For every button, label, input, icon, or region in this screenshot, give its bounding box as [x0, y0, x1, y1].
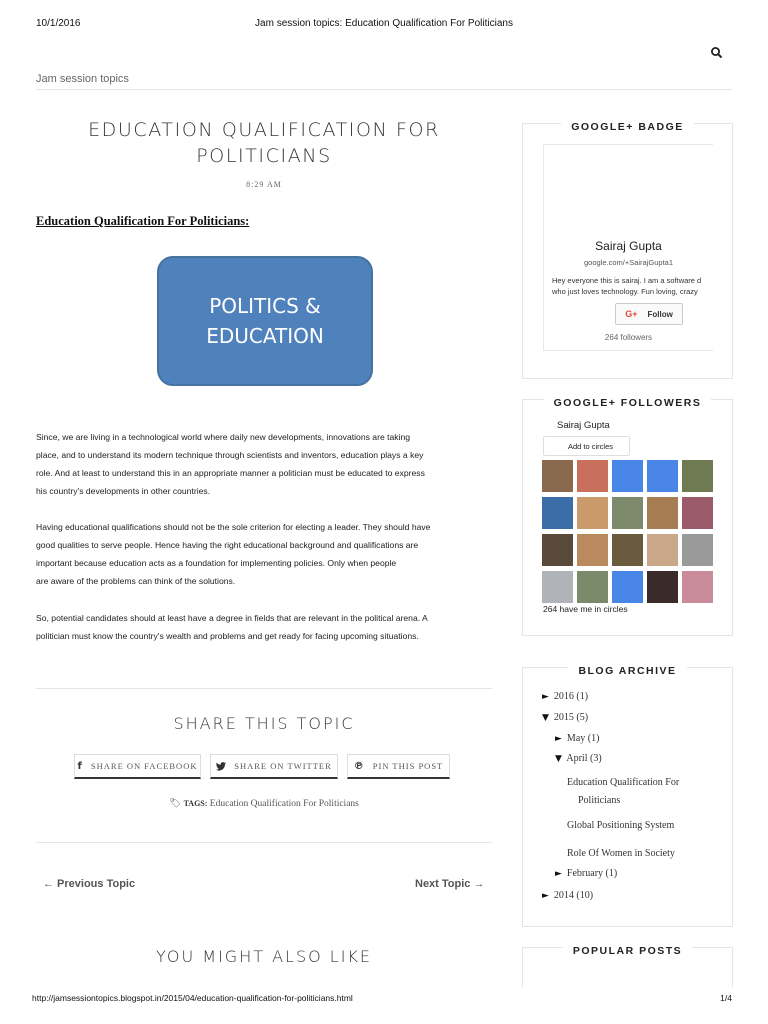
paragraph-line: his country's developments in other countries. — [36, 486, 211, 496]
post-paragraph-3 — [36, 609, 492, 645]
archive-year-2015[interactable] — [542, 712, 588, 723]
badge-profile-url[interactable]: google.com/+SairajGupta1 — [583, 258, 673, 267]
follower-avatar[interactable] — [577, 497, 608, 529]
expand-arrow-icon[interactable]: ► — [542, 692, 549, 702]
share-twitter-label: SHARE ON TWITTER — [234, 761, 332, 771]
previous-topic-link[interactable]: ← Previous Topic — [43, 878, 136, 890]
paragraph-line: Having educational qualifications should not be the sole criterion for electing a leader. They should have — [36, 522, 431, 532]
follower-avatar[interactable] — [612, 534, 643, 566]
paragraph-line: politician must know the country's wealth and problems and get ready for facing upcoming situations. — [36, 631, 419, 641]
widget-title-text: BLOG ARCHIVE — [568, 665, 686, 677]
expand-arrow-icon[interactable]: ► — [555, 869, 562, 879]
post-tags — [36, 798, 492, 809]
header-divider — [36, 89, 732, 90]
follower-avatar[interactable] — [682, 497, 713, 529]
twitter-icon — [216, 762, 226, 771]
widget-title-text: POPULAR POSTS — [563, 945, 692, 957]
archive-count: (5) — [576, 712, 589, 723]
print-date: 10/1/2016 — [36, 18, 81, 29]
follower-avatar[interactable] — [577, 460, 608, 492]
badge-profile-name[interactable]: Sairaj Gupta — [595, 239, 662, 253]
archive-post-link[interactable] — [567, 774, 679, 810]
widget-title — [523, 661, 732, 679]
share-divider-bottom — [36, 842, 492, 843]
print-page-number: 1/4 — [720, 993, 732, 1003]
archive-month-february[interactable] — [555, 868, 617, 879]
paragraph-line: role. And at least to understand this in an appropriate manner a politician must be educated to express — [36, 468, 425, 478]
expand-arrow-icon[interactable]: ► — [555, 734, 562, 744]
widget-title-text: GOOGLE+ FOLLOWERS — [544, 397, 712, 409]
follower-avatar[interactable] — [577, 534, 608, 566]
archive-month-label[interactable]: April — [566, 753, 588, 764]
post-image-text: POLITICS & EDUCATION — [206, 294, 324, 348]
follower-avatar[interactable] — [542, 571, 573, 603]
collapse-arrow-icon[interactable]: ▼ — [542, 713, 549, 723]
follower-avatar[interactable] — [647, 534, 678, 566]
pin-post-label: PIN THIS POST — [372, 761, 444, 771]
google-plus-icon: G+ — [625, 309, 638, 319]
archive-count: (1) — [605, 868, 618, 879]
follower-avatar[interactable] — [647, 571, 678, 603]
badge-description-line: who just loves technology. Fun loving, crazy — [552, 287, 698, 296]
badge-description-line: Hey everyone this is sairaj. I am a software d — [552, 276, 702, 285]
follower-avatar[interactable] — [682, 460, 713, 492]
widget-title — [523, 941, 732, 959]
follower-avatar[interactable] — [647, 460, 678, 492]
follower-avatar[interactable] — [542, 497, 573, 529]
followers-count: 264 have me in circles — [543, 604, 628, 614]
archive-month-may[interactable] — [555, 733, 599, 744]
post-paragraph-1 — [36, 428, 492, 500]
paragraph-line: good qualities to serve people. Hence having the right educational background and qualifications are — [36, 540, 419, 550]
archive-month-label[interactable]: May — [566, 733, 586, 744]
paragraph-line: are aware of the problems can think of the solutions. — [36, 576, 236, 586]
archive-month-april[interactable] — [555, 753, 602, 764]
post-heading: Education Qualification For Politicians: — [36, 214, 250, 228]
share-facebook-label: SHARE ON FACEBOOK — [90, 761, 198, 771]
archive-year-2014[interactable] — [542, 890, 593, 901]
follower-avatar[interactable] — [682, 571, 713, 603]
archive-count: (10) — [576, 890, 594, 901]
share-title: SHARE THIS TOPIC — [173, 714, 355, 733]
site-name-link[interactable]: Jam session topics — [36, 73, 129, 85]
widget-title — [523, 117, 732, 135]
archive-post-title[interactable]: Education Qualification For — [567, 777, 680, 788]
google-plus-followers-widget — [522, 399, 733, 636]
pinterest-icon: ℗ — [353, 760, 365, 772]
widget-title — [523, 393, 732, 411]
archive-year-label[interactable]: 2014 — [553, 890, 574, 901]
archive-post-link[interactable]: Global Positioning System — [567, 820, 675, 831]
share-twitter-button[interactable] — [210, 754, 338, 779]
archive-post-link[interactable]: Role Of Women in Society — [567, 848, 675, 859]
post-timestamp: 8:29 AM — [246, 180, 282, 189]
tags-label: TAGS: — [183, 799, 208, 808]
post-paragraph-2 — [36, 518, 492, 590]
expand-arrow-icon[interactable]: ► — [542, 891, 549, 901]
follower-avatar[interactable] — [612, 460, 643, 492]
archive-year-2016[interactable] — [542, 691, 588, 702]
popular-posts-widget — [522, 947, 733, 987]
follower-avatar[interactable] — [612, 497, 643, 529]
print-url: http://jamsessiontopics.blogspot.in/2015/04/education-qualification-for-politicians.html — [32, 993, 353, 1003]
google-plus-badge-widget — [522, 123, 733, 379]
follower-avatar-grid — [542, 460, 714, 603]
follower-avatar[interactable] — [577, 571, 608, 603]
archive-count: (1) — [576, 691, 589, 702]
badge-follower-count: 264 followers — [604, 333, 653, 342]
paragraph-line: Since, we are living in a technological world where daily new developments, innovations are taking — [36, 432, 411, 442]
follower-avatar[interactable] — [682, 534, 713, 566]
search-icon[interactable] — [710, 46, 724, 60]
archive-post-title[interactable]: Politicians — [578, 795, 621, 806]
follower-avatar[interactable] — [542, 460, 573, 492]
badge-description — [552, 275, 713, 297]
post-image — [157, 256, 373, 386]
paragraph-line: important because education acts as a foundation for implementing policies. Only when people — [36, 558, 397, 568]
paragraph-line: So, potential candidates should at least have a degree in fields that are relevant in the political arena. A — [36, 613, 428, 623]
follow-label: Follow — [647, 309, 673, 319]
share-facebook-button[interactable] — [74, 754, 201, 779]
archive-count: (3) — [589, 753, 602, 764]
archive-year-label[interactable]: 2016 — [553, 691, 574, 702]
next-topic-link[interactable]: Next Topic → — [415, 878, 485, 890]
follow-button[interactable] — [615, 303, 683, 325]
collapse-arrow-icon[interactable]: ▼ — [555, 754, 562, 764]
archive-year-label[interactable]: 2015 — [553, 712, 574, 723]
tag-link[interactable]: Education Qualification For Politicians — [209, 799, 359, 809]
tag-icon: 🏷 — [169, 799, 182, 809]
google-plus-badge-card — [543, 144, 713, 351]
also-like-title: YOU MIGHT ALSO LIKE — [155, 947, 373, 966]
print-title: Jam session topics: Education Qualification For Politicians — [255, 18, 513, 29]
follower-avatar[interactable] — [612, 571, 643, 603]
post-title: EDUCATION QUALIFICATION FOR POLITICIANS — [88, 119, 440, 167]
paragraph-line: place, and to understand its modern technique through scientists and inventors, education plays a key — [36, 450, 424, 460]
archive-count: (1) — [587, 733, 600, 744]
followers-profile-name[interactable]: Sairaj Gupta — [557, 420, 610, 431]
widget-title-text: GOOGLE+ BADGE — [561, 121, 694, 133]
facebook-icon: f — [77, 760, 83, 772]
follower-avatar[interactable] — [542, 534, 573, 566]
archive-month-label[interactable]: February — [566, 868, 604, 879]
share-divider-top — [36, 688, 492, 689]
follower-avatar[interactable] — [647, 497, 678, 529]
pin-post-button[interactable] — [347, 754, 450, 779]
add-to-circles-button[interactable]: Add to circles — [543, 436, 630, 456]
